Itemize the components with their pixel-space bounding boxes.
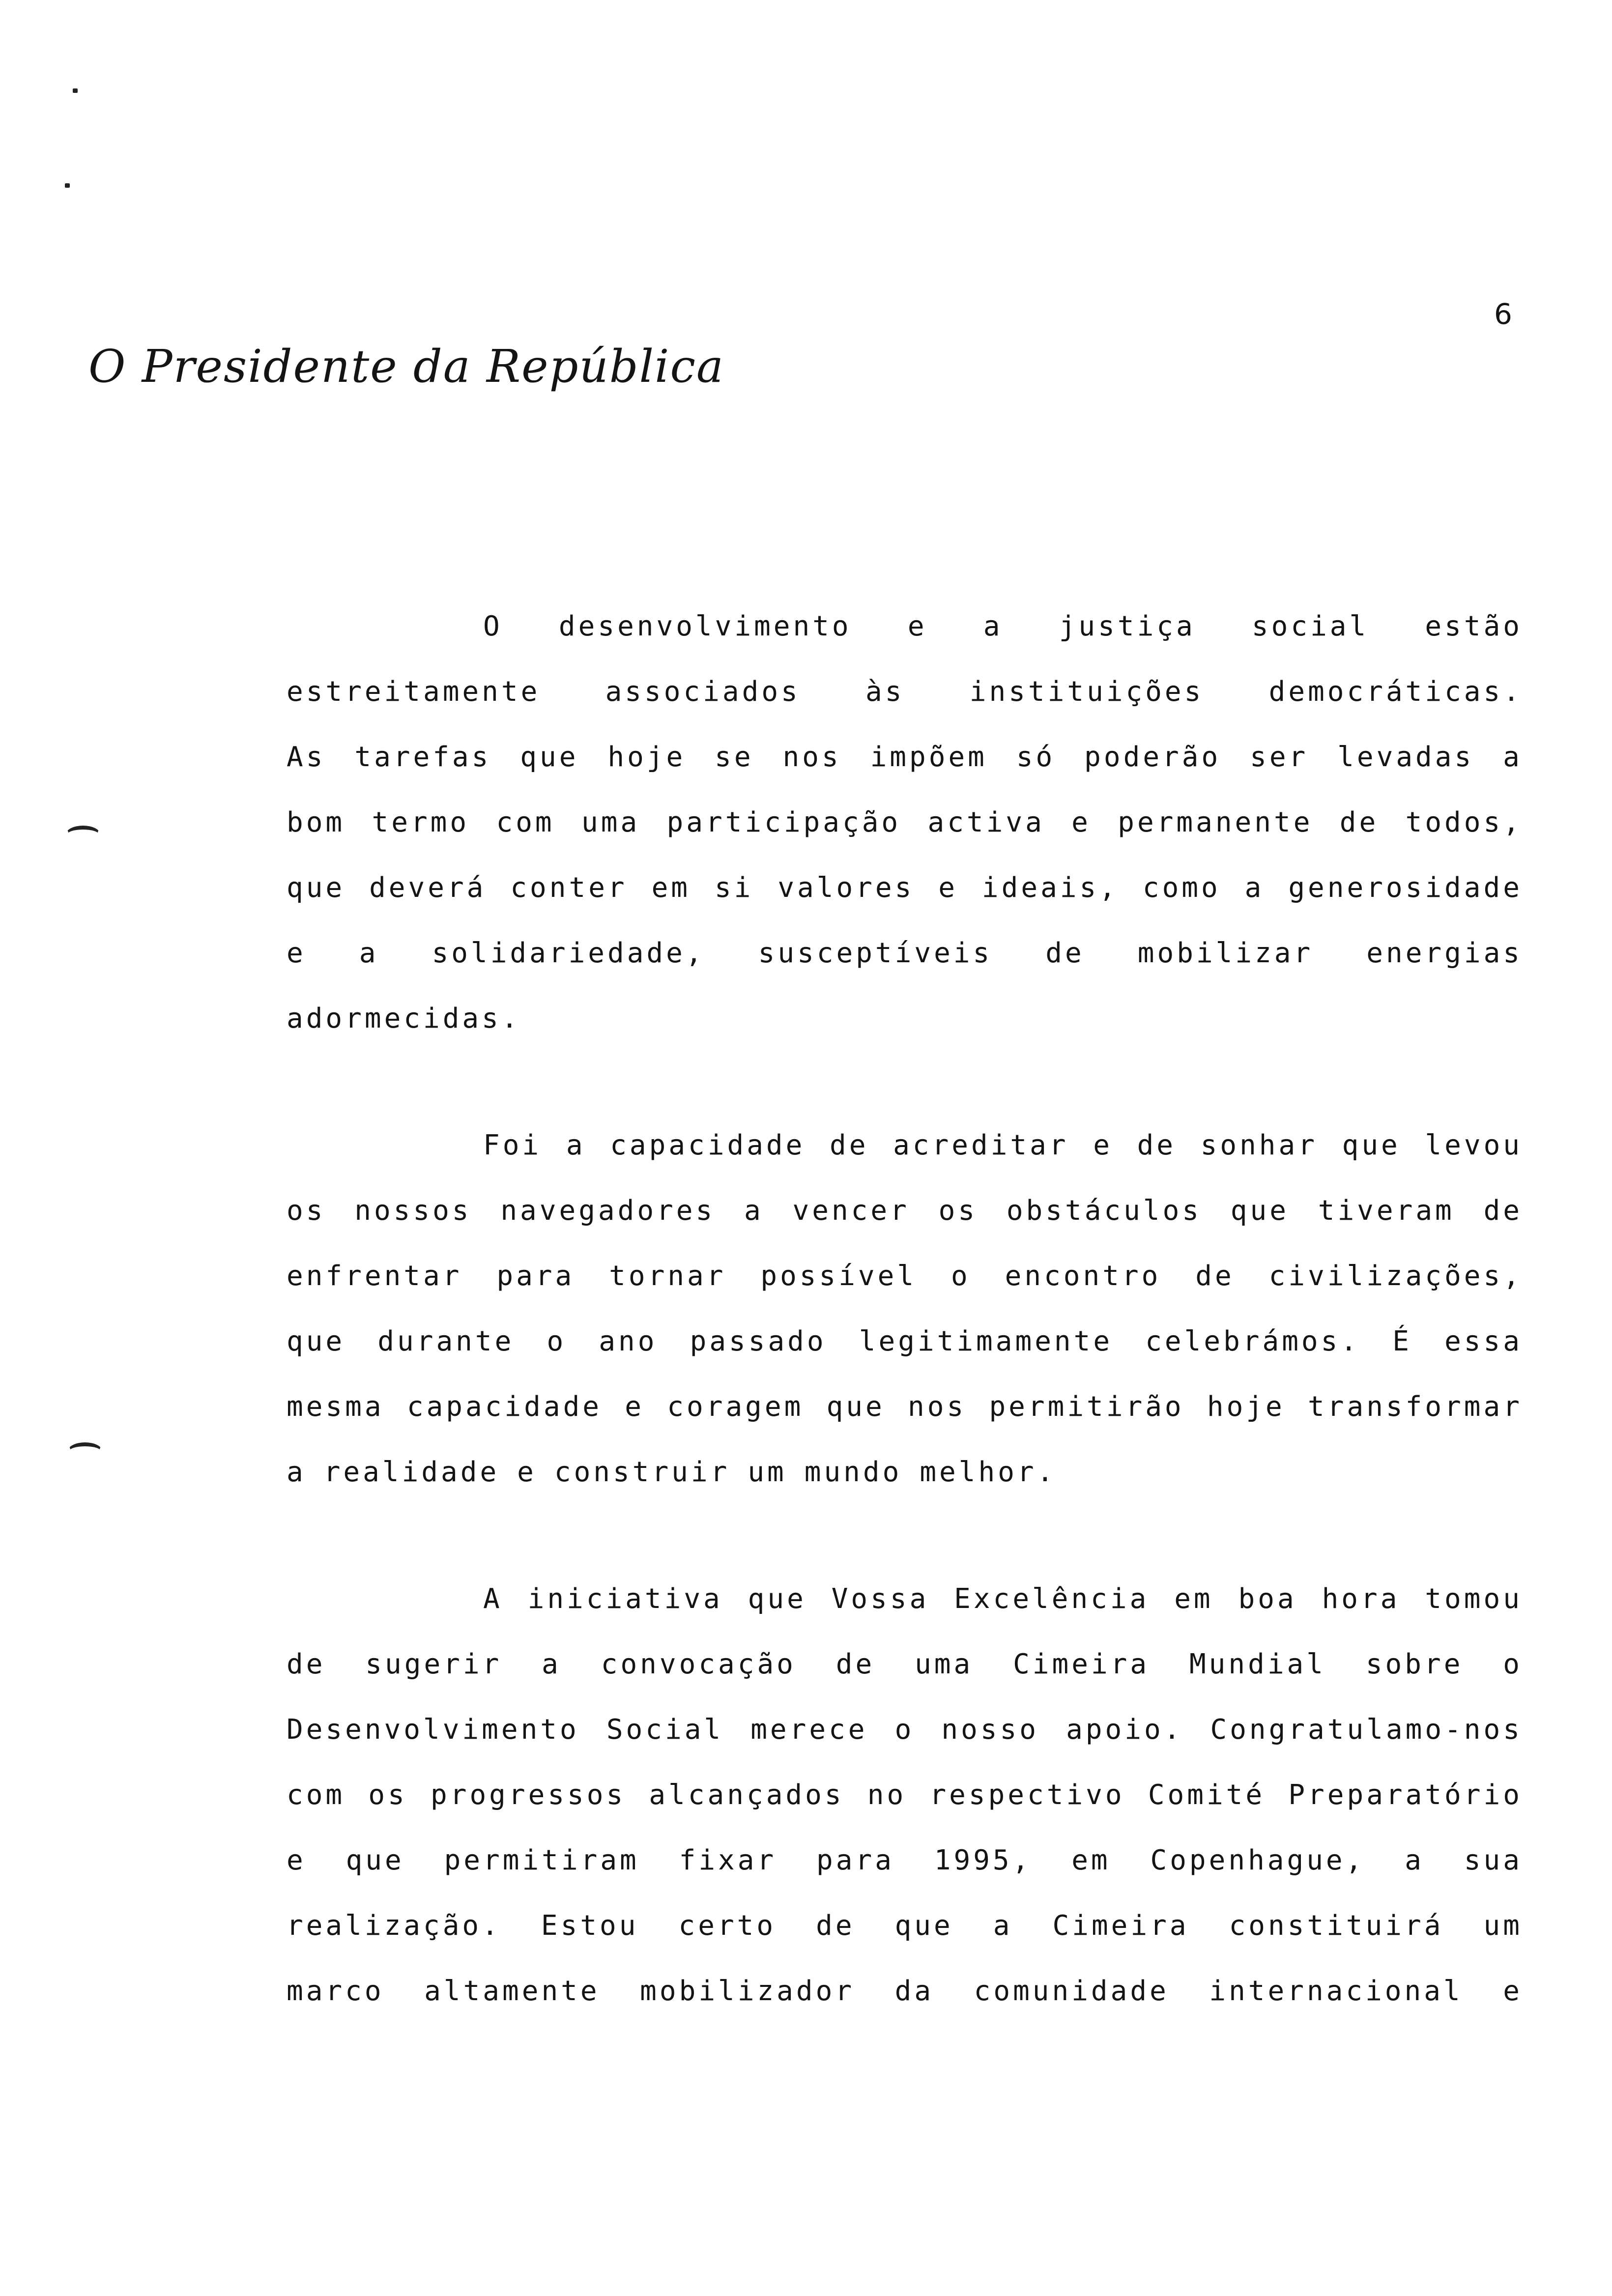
word: acreditar [893,1129,1069,1161]
margin-dot-mark [65,183,70,188]
text-line [287,1439,1523,1505]
word: deverá [369,872,487,904]
word: que [287,872,345,904]
word: a [1405,1844,1424,1876]
word: coragem [667,1391,804,1423]
word: estão [1425,610,1523,642]
text-line [287,1374,1523,1439]
word: É [1392,1325,1412,1357]
letter-body [287,594,1523,2024]
word: e [287,1844,306,1876]
word: e [938,872,958,904]
text-line [287,1958,1523,2024]
word: hoje [607,741,686,773]
paragraph-spacer [287,1505,1523,1566]
word: sua [1464,1844,1523,1876]
word: a [993,1910,1013,1942]
word: que [1342,1129,1401,1161]
text-line [287,1178,1523,1243]
margin-dot-mark [73,88,78,93]
word: de [1339,806,1379,838]
word: Social [606,1714,724,1746]
word: nossos [354,1195,472,1227]
word: valores [777,872,915,904]
word: civilizações, [1268,1260,1523,1292]
word: com [496,806,555,838]
word: Mundial [1189,1648,1326,1680]
paragraph-2 [287,1113,1523,1505]
word: e [1071,806,1091,838]
word: de [835,1648,875,1680]
word: os [368,1779,407,1811]
word: permitirão [989,1391,1184,1423]
text-line [287,1762,1523,1828]
word: Excelência [954,1583,1150,1615]
word: e [517,1456,537,1488]
word: levou [1425,1129,1523,1161]
word: conter [510,872,628,904]
word: hoje [1207,1391,1285,1423]
word: A [483,1583,503,1615]
word: mobilizar [1137,937,1314,969]
word: durante [377,1325,515,1357]
word: permanente [1118,806,1313,838]
word: a [983,610,1003,642]
word: Vossa [831,1583,929,1615]
word: justiça [1059,610,1196,642]
word: nos [908,1391,967,1423]
word: de [1137,1129,1176,1161]
word: a [744,1195,764,1227]
word: de [1195,1260,1235,1292]
word: instituições [969,676,1204,708]
word: mundo [804,1456,902,1488]
text-line [287,986,1523,1051]
text-line [287,1697,1523,1762]
word: enfrentar [287,1260,462,1292]
word: da [894,1975,934,2007]
word: internacional [1209,1975,1463,2007]
word: si [714,872,754,904]
word: sonhar [1200,1129,1318,1161]
word: obstáculos [1006,1195,1202,1227]
word: O [483,610,503,642]
word: de [816,1910,855,1942]
text-line [287,1893,1523,1958]
word: o [547,1325,567,1357]
word: uma [915,1648,974,1680]
word: As [287,741,326,773]
word: que [894,1910,953,1942]
word: e [1503,1975,1523,2007]
text-line [287,1243,1523,1309]
word: mesma [287,1391,384,1423]
word: respectivo [929,1779,1125,1811]
word: navegadores [500,1195,716,1227]
word: que [287,1325,345,1357]
word: poderão [1084,741,1221,773]
paragraph-1 [287,594,1523,1051]
word: levadas [1337,741,1474,773]
word: que [748,1583,806,1615]
text-line [287,1113,1523,1178]
word: Desenvolvimento [287,1714,579,1746]
word: Copenhague, [1150,1844,1365,1876]
word: encontro [1005,1260,1161,1292]
text-line [287,1309,1523,1374]
word: de [1483,1195,1523,1227]
word: a [359,937,379,969]
word: nos [782,741,841,773]
word: tarefas [354,741,491,773]
word: ano [599,1325,658,1357]
word: a [287,1456,306,1488]
word: passado [690,1325,827,1357]
word: Preparatório [1288,1779,1523,1811]
binder-hole-mark [68,1442,102,1460]
word: realização. [287,1910,501,1942]
word: impõem [870,741,987,773]
word: Comité [1148,1779,1266,1811]
text-line [287,659,1523,724]
text-line [287,724,1523,790]
word: hora [1322,1583,1400,1615]
word: associados [605,676,801,708]
word: bom [287,806,345,838]
binder-hole-mark [66,826,100,843]
text-line [287,790,1523,855]
word: para [816,1844,894,1876]
word: tiveram [1318,1195,1455,1227]
word: capacidade [610,1129,806,1161]
word: solidariedade, [432,937,705,969]
word: legitimamente [859,1325,1113,1357]
word: capacidade [406,1391,603,1423]
word: a [1503,741,1523,773]
word: os [287,1195,326,1227]
word: construir [554,1456,730,1488]
word: energias [1366,937,1523,969]
word: a [542,1648,561,1680]
word: permitiram [444,1844,639,1876]
word: merece [750,1714,868,1746]
word: democráticas. [1268,676,1523,708]
word: participação [666,806,901,838]
text-line [287,1828,1523,1893]
word: convocação [601,1648,796,1680]
word: tomou [1425,1583,1523,1615]
word: activa [927,806,1045,838]
word: se [715,741,754,773]
word: em [651,872,691,904]
word: um [748,1456,787,1488]
letterhead-signature: O Presidente da República [88,340,724,393]
word: de [830,1129,869,1161]
word: iniciativa [527,1583,723,1615]
word: Congratulamo-nos [1210,1714,1523,1746]
word: apoio. [1066,1714,1183,1746]
word: adormecidas. [287,1003,521,1034]
word: que [826,1391,885,1423]
word: um [1483,1910,1523,1942]
word: Estou [541,1910,639,1942]
word: melhor. [920,1456,1057,1488]
word: sobre [1365,1648,1464,1680]
word: altamente [424,1975,600,2007]
word: os [938,1195,978,1227]
word: o [1503,1648,1523,1680]
word: como [1142,872,1221,904]
word: e [907,610,927,642]
word: tornar [609,1260,726,1292]
text-line [287,855,1523,920]
word: generosidade [1288,872,1523,904]
word: só [1016,741,1056,773]
word: com [287,1779,345,1811]
word: em [1174,1583,1213,1615]
word: que [520,741,579,773]
word: mobilizador [640,1975,855,2007]
word: possível [760,1260,917,1292]
word: transformar [1308,1391,1523,1423]
word: e [625,1391,645,1423]
text-line [287,594,1523,659]
word: vencer [792,1195,910,1227]
word: susceptíveis [758,937,993,969]
word: certo [678,1910,777,1942]
word: boa [1238,1583,1297,1615]
word: a [1244,872,1265,904]
word: Cimeira [1013,1648,1150,1680]
word: realidade [323,1456,500,1488]
word: ideais, [981,872,1119,904]
word: no [867,1779,907,1811]
word: o [894,1714,915,1746]
word: 1995, [934,1844,1032,1876]
word: de [1045,937,1085,969]
word: social [1251,610,1369,642]
word: que [345,1844,404,1876]
word: ser [1250,741,1309,773]
word: o [951,1260,971,1292]
word: sugerir [365,1648,502,1680]
word: Cimeira [1052,1910,1189,1942]
word: desenvolvimento [558,610,852,642]
word: em [1071,1844,1111,1876]
word: para [496,1260,575,1292]
text-line [287,1566,1523,1632]
word: termo [372,806,470,838]
word: e [287,937,306,969]
word: estreitamente [287,676,541,708]
word: todos, [1405,806,1523,838]
word: a [566,1129,586,1161]
word: de [287,1648,326,1680]
text-line [287,920,1523,986]
word: uma [581,806,640,838]
text-line [287,1632,1523,1697]
paragraph-spacer [287,1051,1523,1113]
page-number: 6 [1494,297,1512,331]
word: marco [287,1975,384,2007]
word: às [865,676,905,708]
word: alcançados [649,1779,844,1811]
word: fixar [679,1844,777,1876]
word: Foi [483,1129,542,1161]
word: nosso [941,1714,1039,1746]
word: constituirá [1229,1910,1444,1942]
word: comunidade [974,1975,1169,2007]
paragraph-3 [287,1566,1523,2024]
word: e [1093,1129,1113,1161]
word: progressos [431,1779,626,1811]
word: essa [1444,1325,1523,1357]
word: celebrámos. [1145,1325,1360,1357]
word: que [1230,1195,1289,1227]
